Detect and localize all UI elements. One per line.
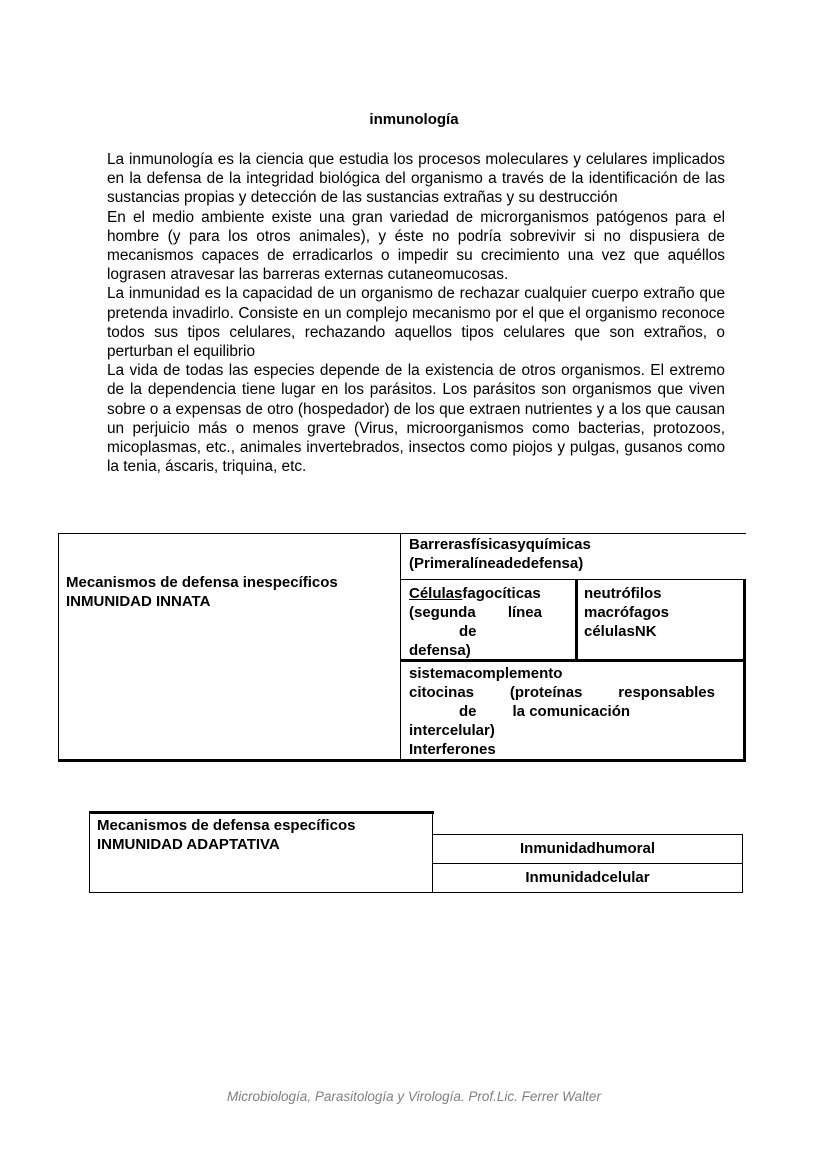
factor-line: intercelular) [409,722,495,739]
factor-line: Interferones [409,741,496,758]
innate-subheading: INMUNIDAD INNATA [66,593,211,610]
cell-type: célulasNK [584,623,657,640]
phagocytes-rest: fagocíticas [462,585,541,602]
phagocytes-word: (segunda [409,604,476,621]
phagocytes-underlined: Células [409,585,463,602]
table-border [743,579,746,761]
table-border [400,533,401,762]
paragraph: En el medio ambiente existe una gran variedad de microrganismos patógenos para el hombre (y para los otros animales), y éste no podría sobrevivir si no dispusiera de mecanismos capaces de erradicarlos o impedir su crecimiento una vez que aquéllos lograsen atravesar las barreras externas cutaneomucosas. [107,208,725,284]
factor-word: responsables [618,684,715,701]
cell-type: neutrófilos [584,585,662,602]
table-border [89,892,743,893]
phagocytes-cell [409,584,569,660]
adaptive-subheading: INMUNIDAD ADAPTATIVA [97,836,280,853]
barriers-label: Barrerasfísicasyquímicas [409,536,591,553]
barriers-cell [409,535,739,573]
soluble-factors-cell [409,664,739,759]
innate-immunity-table [58,533,746,762]
phagocytes-word: línea [507,604,542,621]
paragraph: La vida de todas las especies depende de la existencia de otros organismos. El extremo de la dependencia tiene lugar en los parásitos. Los parásitos son organismos que viven sobre o a expensas de otro (hospedador) de los que extraen nutrientes y a los que causan un perjuicio más o menos grave (Virus, microorganismos como bacterias, protozoos, micoplasmas, etc., animales invertebrados, insectos como piojos y pulgas, gusanos como la tenia, áscaris, triquina, etc. [107,362,725,476]
table-border [575,579,578,661]
humoral-immunity-cell: Inmunidadhumoral [520,840,655,857]
factor-line: sistemacomplemento [409,665,563,682]
barriers-sublabel: (Primeralíneadedefensa) [409,555,584,572]
innate-heading: Mecanismos de defensa inespecíficos [66,574,338,591]
factor-word: de [459,703,477,720]
cell-types-cell [584,584,739,641]
factor-line [409,683,715,702]
cellular-immunity-cell: Inmunidadcelular [525,869,650,886]
adaptive-heading-cell [97,816,427,854]
factor-word: citocinas [409,684,475,701]
paragraph: La inmunología es la ciencia que estudia los procesos moleculares y celulares implicados en la defensa de la integridad biológica del organismo a través de la identificación de las sustancias propias y detección de las sustancias extrañas y su destrucción [107,151,725,207]
table-border [89,811,90,893]
factor-word: (proteínas [509,684,583,701]
table-border [400,579,746,580]
phagocytes-line: defensa) [409,642,471,659]
phagocytes-label [409,584,569,603]
innate-heading-cell [66,573,396,611]
table-border [58,533,59,762]
phagocytes-line: de [459,623,477,640]
table-border [58,759,746,762]
paragraph: La inmunidad es la capacidad de un organismo de rechazar cualquier cuerpo extraño que pretenda invadirlo. Consiste en un complejo mecanismo por el que el organismo reconoce todos sus tipos celulares, rechazando aquellos tipos celulares que son extraños, o perturban el equilibrio [107,285,725,361]
phagocytes-line [409,603,542,622]
page-title: inmunología [369,111,459,128]
factor-word: la comunicación [512,703,631,720]
adaptive-immunity-table [89,811,744,893]
adaptive-heading: Mecanismos de defensa específicos [97,817,356,834]
page-footer: Microbiología, Parasitología y Virología. Prof.Lic. Ferrer Walter [227,1089,601,1104]
body-text [107,150,725,476]
table-border [58,533,746,534]
factor-line [409,702,739,721]
cell-type: macrófagos [584,604,670,621]
table-border [89,811,434,814]
